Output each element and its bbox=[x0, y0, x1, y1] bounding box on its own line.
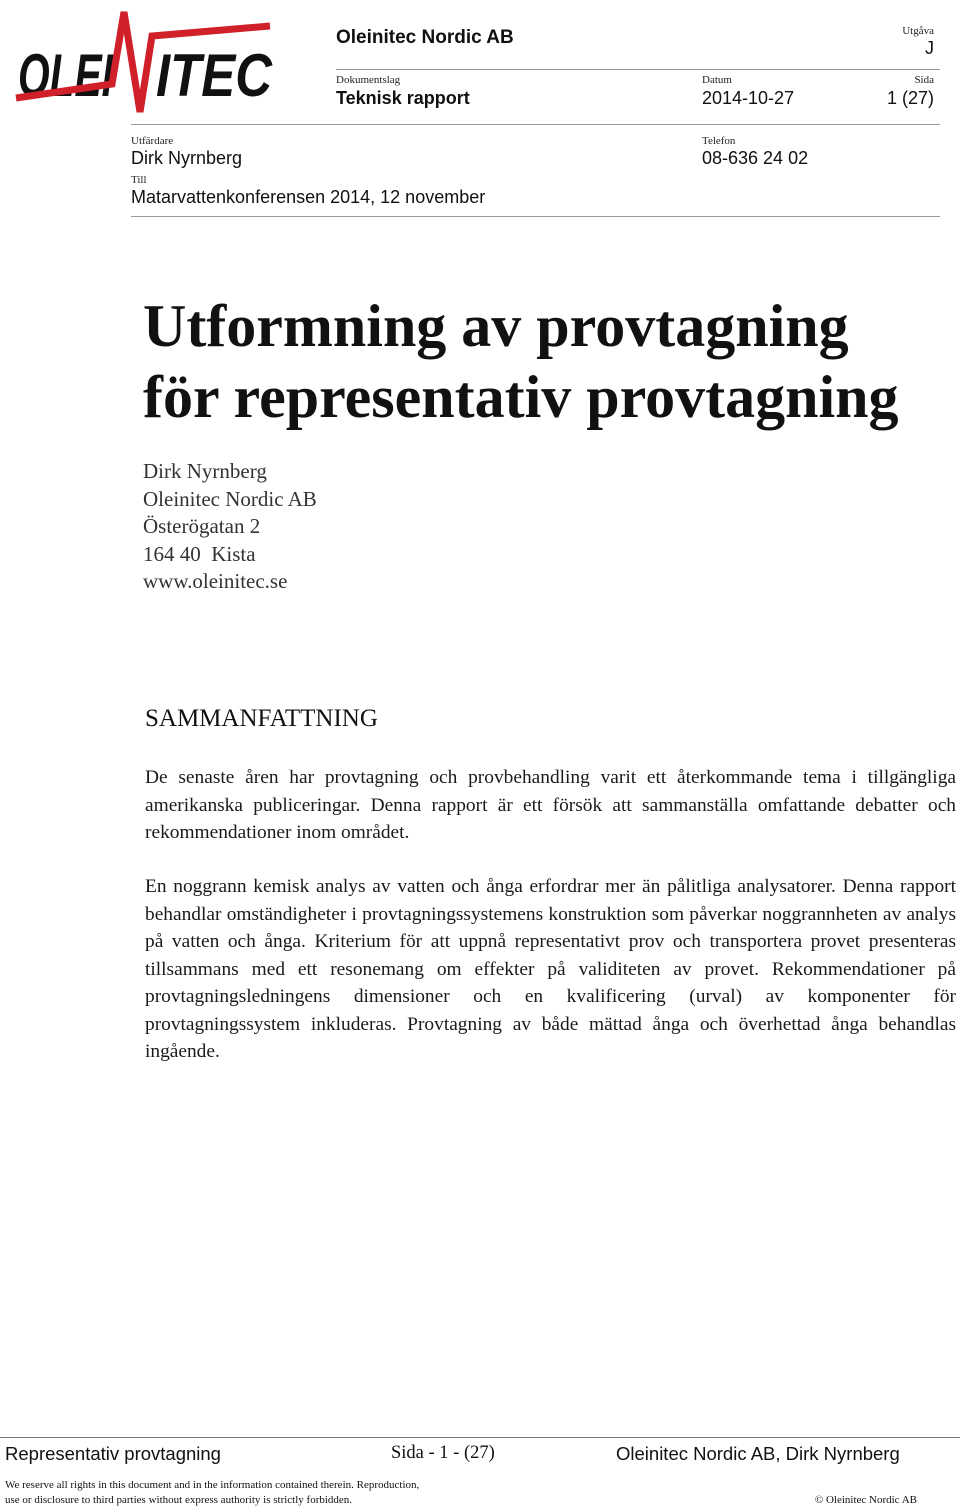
footer-page-number: Sida - 1 - (27) bbox=[391, 1443, 495, 1463]
footer-document-name: Representativ provtagning bbox=[5, 1443, 221, 1464]
date-value: 2014-10-27 bbox=[702, 88, 795, 108]
author-block bbox=[143, 458, 317, 596]
doctype-value: Teknisk rapport bbox=[336, 88, 470, 108]
phone-label: Telefon bbox=[702, 135, 736, 147]
issuer-label: Utfärdare bbox=[131, 135, 174, 147]
rights-line-1: We reserve all rights in this document and in the information contained therein. Reproduction, bbox=[5, 1479, 420, 1491]
footer-rights-notice bbox=[5, 1478, 419, 1508]
title-line-1: Utformning av provtagning bbox=[143, 293, 849, 359]
title-line-2: för representativ provtagning bbox=[143, 364, 899, 430]
footer-rule bbox=[0, 1437, 960, 1438]
recipient-label: Till bbox=[131, 174, 147, 186]
header-rule-bottom bbox=[131, 216, 940, 217]
author-street: Österögatan 2 bbox=[143, 514, 261, 538]
edition-label: Utgåva bbox=[902, 25, 934, 37]
author-name: Dirk Nyrnberg bbox=[143, 459, 267, 483]
footer-author: Oleinitec Nordic AB, Dirk Nyrnberg bbox=[616, 1443, 900, 1464]
svg-text:ITEC: ITEC bbox=[156, 42, 274, 109]
issuer-value: Dirk Nyrnberg bbox=[131, 148, 243, 168]
edition-value: J bbox=[925, 38, 934, 58]
company-name: Oleinitec Nordic AB bbox=[336, 27, 514, 48]
summary-heading: SAMMANFATTNING bbox=[145, 705, 378, 732]
footer-copyright: © Oleinitec Nordic AB bbox=[814, 1494, 917, 1506]
doctype-label: Dokumentslag bbox=[336, 74, 401, 86]
header-rule-middle bbox=[131, 124, 940, 125]
header-rule-top bbox=[336, 69, 940, 70]
logo-mark bbox=[14, 4, 274, 126]
document-title bbox=[143, 291, 899, 433]
company-logo bbox=[14, 4, 274, 126]
page-value: 1 (27) bbox=[886, 88, 934, 108]
author-city: 164 40 Kista bbox=[143, 541, 256, 566]
author-company: Oleinitec Nordic AB bbox=[143, 486, 317, 511]
svg-text:OLEI: OLEI bbox=[18, 42, 114, 109]
rights-line-2: use or disclosure to third parties without express authority is strictly forbidden. bbox=[5, 1494, 353, 1506]
date-label: Datum bbox=[702, 74, 732, 86]
summary-paragraph-1: De senaste åren har provtagning och provbehandling varit ett återkommande tema i tillgängliga amerikanska publiceringar. Denna rapport är ett försök att sammanställa omfattande debatter och rekommendationer inom området. bbox=[145, 767, 956, 843]
page-label: Sida bbox=[914, 74, 934, 86]
summary-paragraph-2: En noggrann kemisk analys av vatten och ånga erfordrar mer än pålitliga analysatorer. Denna rapport behandlar omständigheter i provtagningssystemens konstruktion som påverkar noggrannheten av analys på vatten och ånga. Kriterium för att uppnå representativt prov och transportera provet presenteras tillsammans med ett resonemang om effekter på validiteten av provet. Rekommendationer på provtagningsledningens dimensioner och en kvalificering (urval) av komponenter för provtagningssystem inkluderas. Provtagning av både mättad ånga och överhettad ånga behandlas ingående. bbox=[145, 876, 956, 1062]
author-website: www.oleinitec.se bbox=[143, 569, 288, 593]
recipient-value: Matarvattenkonferensen 2014, 12 november bbox=[131, 187, 486, 207]
phone-value: 08-636 24 02 bbox=[702, 148, 809, 168]
